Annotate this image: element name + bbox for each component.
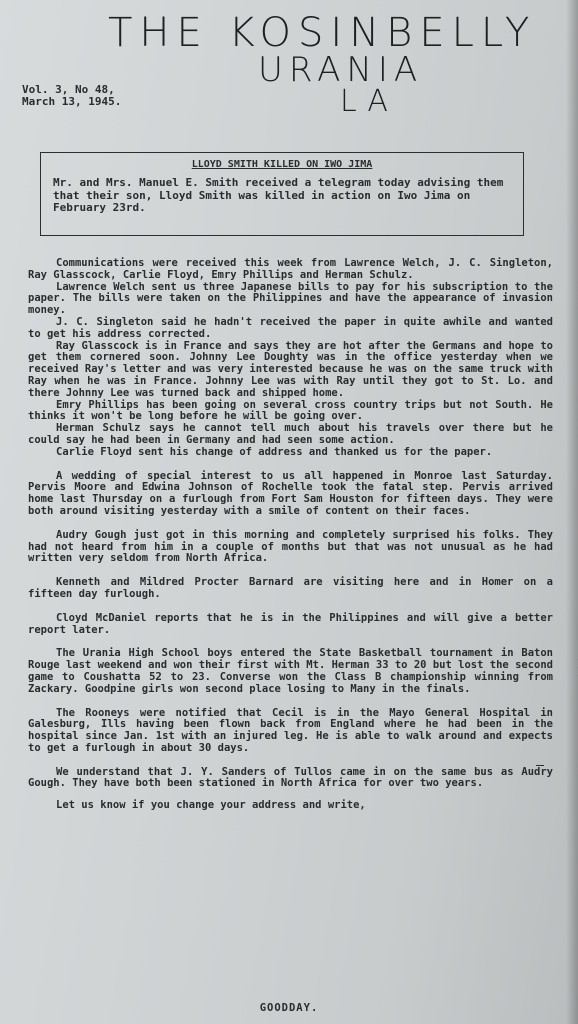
signoff: GOODDAY. (259, 1002, 319, 1014)
issue-info (22, 84, 121, 108)
paragraph-closing: Let us know if you change your address and write, (56, 799, 366, 812)
issue-volume: Vol. 3, No 48, (22, 83, 115, 96)
paragraph-mcdaniel: Cloyd McDaniel reports that he is in the Philippines and will give a better report later. (28, 611, 553, 636)
paragraph-schulz: Herman Schulz says he cannot tell much about his travels over there but he could say he had been in Germany and had seen some action. (28, 422, 553, 446)
paragraph-welch: Lawrence Welch sent us three Japanese bills to pay for his subscription to the paper. The bills were taken on the Philippines and have the appearance of invasion money. (28, 280, 553, 317)
paragraph-wedding: A wedding of special interest to us all happened in Monroe last Saturday. Pervis Moore and Edwina Johnson of Rochelle took the fatal step. Pervis arrived home last Thursday on a furlough from Fort Sam Houston for fifteen days. They were both around visiting yesterday with a smile of content on their faces. (28, 469, 553, 517)
article-column (28, 258, 553, 812)
paragraph-rooneys: The Rooneys were notified that Cecil is in the Mayo General Hospital in Galesburg, Ills having been flown back from England where he had been in the hospital since Jan. 1st with an injured leg. He is able to walk around and expects to get a furlough in about 30 days. (28, 706, 553, 754)
page-shadow-edge (566, 0, 578, 1024)
paragraph-floyd: Carlie Floyd sent his change of address and thanked us for the paper. (56, 445, 493, 458)
paragraph-barnard: Kenneth and Mildred Procter Barnard are visiting here and in Homer on a fifteen day furlough. (28, 576, 553, 600)
paragraph-gough: Audry Gough just got in this morning and completely surprised his folks. They had not heard from him in a couple of months but that was not unusual as he had written very seldom from North Africa. (28, 528, 553, 565)
paragraph-basketball: The Urania High School boys entered the State Basketball tournament in Baton Rouge last weekend and won their first with Mt. Herman 33 to 20 but lost the second game to Coushatta 52 to 23. Converse won the Class B championship winning from Zackary. Goodpine girls won second place losing to Many in the finals. (28, 647, 553, 695)
headline-body: Mr. and Mrs. Manuel E. Smith received a telegram today advising them that their son, Lloyd Smith was killed in action on Iwo Jima on February 23rd. (53, 176, 504, 214)
margin-mark (536, 765, 544, 766)
headline-title: LLOYD SMITH KILLED ON IWO JIMA (191, 159, 373, 170)
masthead-line-3: LA (340, 84, 398, 119)
headline-box (40, 152, 524, 236)
paragraph-glasscock: Ray Glasscock is in France and says they are hot after the Germans and hope to get them cornered soon. Johnny Lee Doughty was in the office yesterday when we received Ray's letter and was very interested because he was on the same truck with Ray when he was in France. Johnny Lee was with Ray until they got to St. Lo. and there Johnny Lee was turned back and shipped home. (28, 339, 553, 399)
masthead-line-1: THE KOSINBELLY (108, 10, 537, 56)
masthead-line-2: URANIA (258, 50, 424, 90)
paragraph-singleton: J. C. Singleton said he hadn't received the paper in quite awhile and wanted to get his address corrected. (28, 315, 553, 340)
paragraph-sanders: We understand that J. Y. Sanders of Tullos came in on the same bus as Audry Gough. They have both been stationed in North Africa for over two years. (28, 765, 553, 790)
paragraph-communications: Communications were received this week from Lawrence Welch, J. C. Singleton, Ray Glasscock, Carlie Floyd, Emry Phillips and Herman Schulz. (28, 257, 553, 281)
issue-date: March 13, 1945. (22, 95, 122, 108)
paragraph-phillips: Emry Phillips has been going on several cross country trips but not South. He thinks it won't be long before he will be going over. (28, 398, 553, 423)
